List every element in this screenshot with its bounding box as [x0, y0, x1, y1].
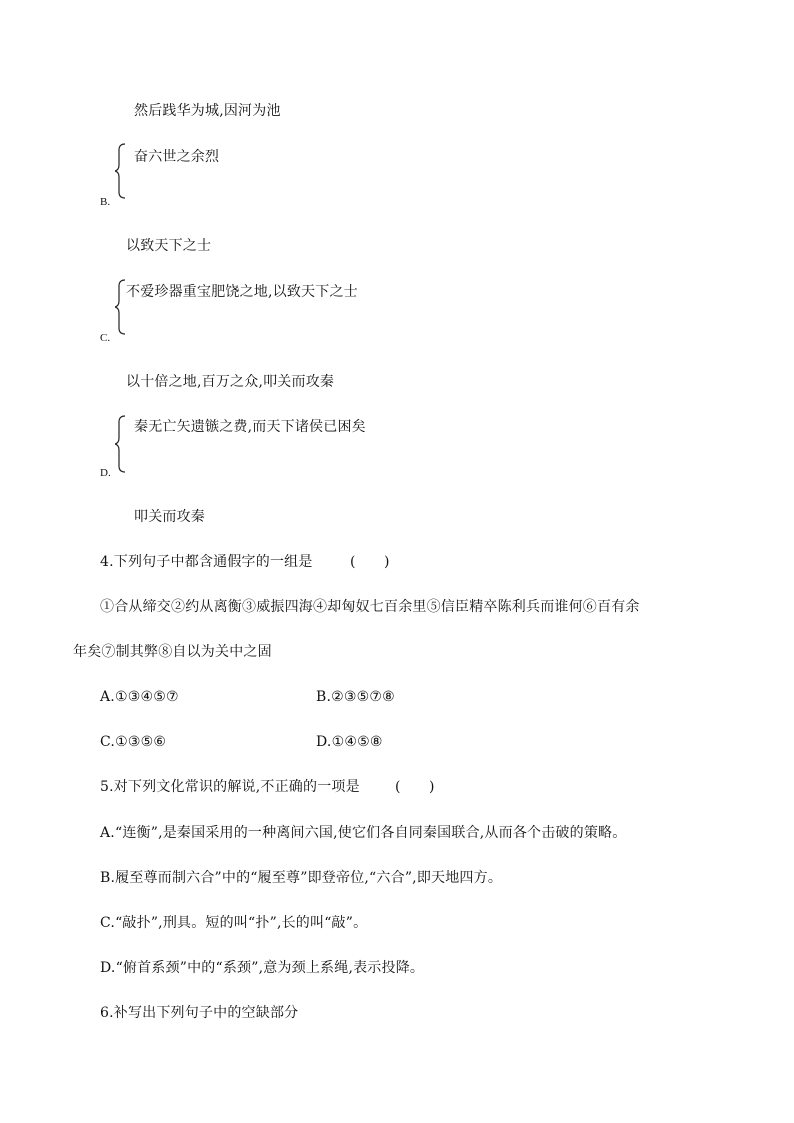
q4-answer-paren: ( ) [350, 554, 390, 570]
q4-stem: 4.下列句子中都含通假字的一组是 [100, 554, 313, 570]
q4-items-line2: 年矣⑦制其弊⑧自以为关中之固 [73, 644, 272, 660]
option-d-brace [115, 414, 129, 474]
q5-answer-paren: ( ) [395, 779, 435, 795]
option-b-line-above: 然后践华为城,因河为池 [134, 103, 281, 119]
q4-items-line1: ①合从缔交②约从离衡③威振四海④却匈奴七百余里⑤信臣精卒陈利兵而谁何⑥百有余 [100, 599, 640, 615]
option-c-line-below: 以十倍之地,百万之众,叩关而攻秦 [126, 374, 335, 390]
q4-option-a: A.①③④⑤⑦ [100, 689, 179, 705]
option-d-line-below: 叩关而攻秦 [134, 509, 205, 525]
option-b-line-in-brace: 奋六世之余烈 [134, 149, 220, 165]
option-c-label: C. [100, 332, 111, 344]
option-d-label: D. [100, 467, 111, 479]
option-b-label: B. [100, 196, 111, 208]
q5-option-d: D.“俯首系颈”中的“系颈”,意为颈上系绳,表示投降。 [100, 960, 425, 976]
option-b-line-below: 以致天下之士 [126, 238, 212, 254]
q5-stem: 5.对下列文化常识的解说,不正确的一项是 [100, 779, 360, 795]
q4-option-b: B.②③⑤⑦⑧ [316, 689, 395, 705]
q4-option-d: D.①④⑤⑧ [316, 734, 383, 750]
q5-option-b: B.履至尊而制六合”中的“履至尊”即登帝位,“六合”,即天地四方。 [100, 870, 503, 886]
option-b-brace [115, 142, 129, 200]
option-c-line-in-brace: 不爱珍器重宝肥饶之地,以致天下之士 [126, 284, 358, 300]
q4-option-c: C.①③⑤⑥ [100, 734, 167, 750]
q5-option-c: C.“敲扑”,刑具。短的叫“扑”,长的叫“敲”。 [100, 915, 368, 931]
q5-option-a: A.“连衡”,是秦国采用的一种离间六国,使它们各自同秦国联合,从而各个击破的策略。 [100, 825, 627, 841]
option-d-line-in-brace: 秦无亡矢遗镞之费,而天下诸侯已困矣 [134, 419, 366, 435]
q6-stem: 6.补写出下列句子中的空缺部分 [100, 1005, 299, 1021]
